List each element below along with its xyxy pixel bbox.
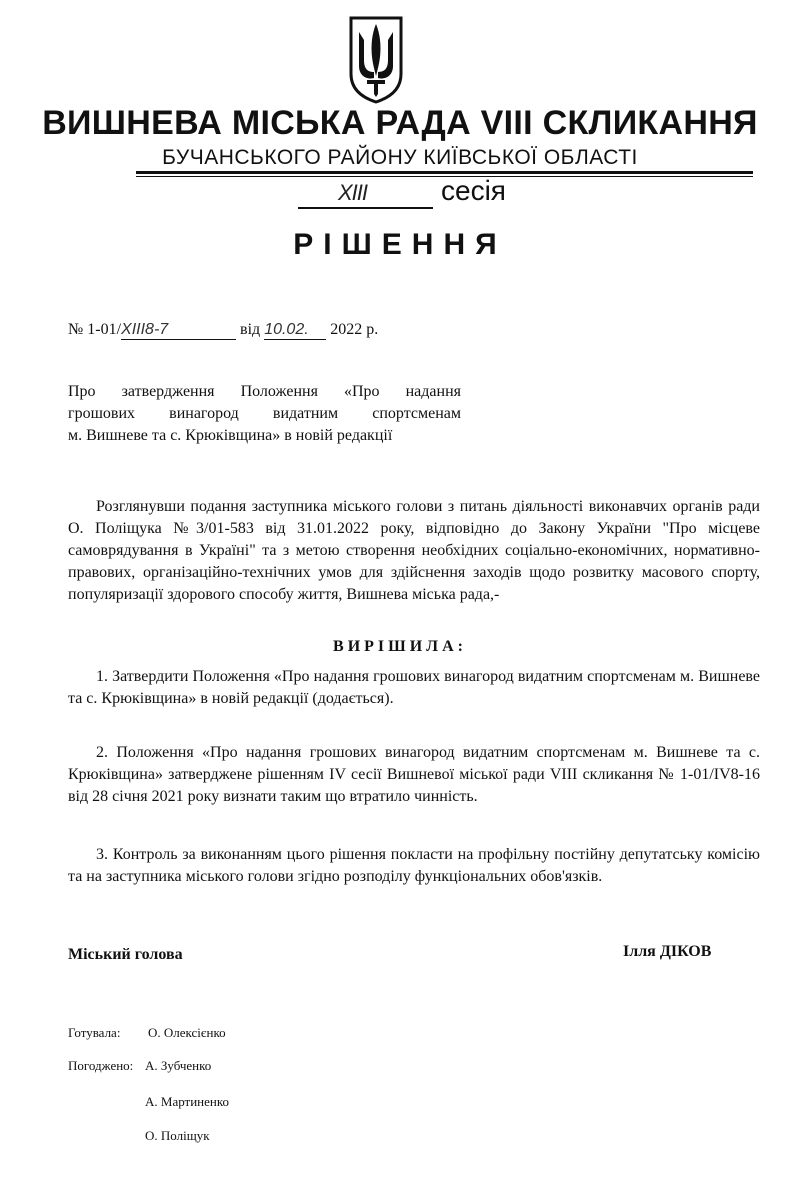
session-number: XIII — [338, 180, 368, 205]
decision-date-prefix: від — [240, 321, 261, 338]
subject-line: м. Вишневе та с. Крюківщина» в новій редакції — [68, 427, 393, 444]
signatory-name: Ілля ДІКОВ — [623, 943, 712, 960]
resolution-item: 3. Контроль за виконанням цього рішення покласти на профільну постійну депутатську комісію та на заступника міського голови згідно розподілу функціональних обов'язків. — [68, 846, 760, 885]
resolution-item: 1. Затвердити Положення «Про надання грошових винагород видатним спортсменам м. Вишневе та с. Крюківщина» в новій редакції (додається). — [68, 668, 760, 707]
header-divider-thick — [136, 171, 753, 174]
decision-number-row — [68, 321, 378, 340]
session-label: сесія — [441, 175, 506, 206]
tryzub-emblem-icon — [347, 14, 405, 104]
agreed-by-name: О. Поліщук — [145, 1128, 210, 1143]
prepared-by-name: О. Олексієнко — [148, 1025, 226, 1040]
decision-year: 2022 р. — [330, 321, 379, 338]
decision-subject — [68, 381, 461, 447]
agreed-by-label: Погоджено: — [68, 1058, 134, 1073]
resolved-heading: ВИРІШИЛА: — [333, 638, 467, 655]
council-title: ВИШНЕВА МІСЬКА РАДА VIII СКЛИКАННЯ — [42, 104, 758, 142]
agreed-by-name: А. Мартиненко — [145, 1094, 230, 1109]
signatory-title: Міський голова — [68, 946, 183, 963]
session-number-underline — [298, 207, 433, 209]
document-type-title: РІШЕННЯ — [293, 228, 507, 261]
resolution-item: 2. Положення «Про надання грошових винагород видатним спортсменам м. Вишневе та с. Крюківщина» затверджене рішенням IV сесії Вишневої міської ради VIII скликання № 1-01/IV8-16 від 28 січня 2021 року визнати таким що втратило чинність. — [68, 744, 760, 805]
agreed-by-name: А. Зубченко — [145, 1058, 212, 1073]
council-district: БУЧАНСЬКОГО РАЙОНУ КИЇВСЬКОЇ ОБЛАСТІ — [162, 146, 638, 169]
subject-line: Про затвердження Положення «Про надання — [68, 383, 461, 400]
subject-line: грошових винагород видатним спортсменам — [68, 405, 461, 422]
preamble-paragraph: Розглянувши подання заступника міського голови з питань діяльності виконавчих органів ради О. Поліщука №3/01-583 від 31.01.2022 року, відповідно до Закону України "Про місцеве самоврядування в Україні" та з метою створення необхідних соціально-економічних, нормативно-правових, організаційно-технічних умов для здійснення заходів щодо розвитку масового спорту, популяризації здорового способу життя, Вишнева міська рада,- — [68, 498, 760, 603]
prepared-by-label: Готувала: — [68, 1025, 121, 1040]
decision-number-value: XIII8-7 — [121, 321, 169, 338]
decision-number-prefix: № 1-01/ — [68, 321, 122, 338]
decision-date-value: 10.02. — [264, 321, 309, 338]
